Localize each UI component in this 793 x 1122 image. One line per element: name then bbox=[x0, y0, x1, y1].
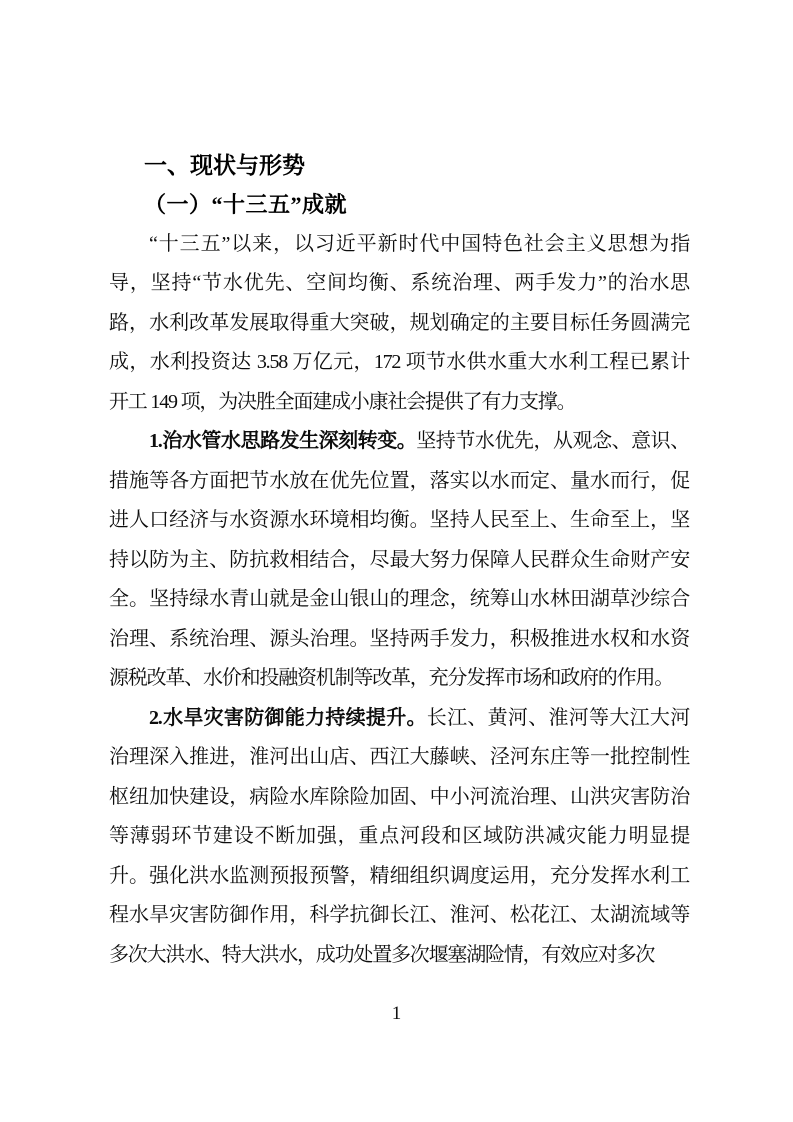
text-line: 升。强化洪水监测预报预警，精细组织调度运用，充分发挥水利工 bbox=[109, 864, 689, 887]
paragraph-item-2 bbox=[109, 699, 689, 976]
text-line: 措施等各方面把节水放在优先位置，落实以水而定、量水而行，促 bbox=[109, 469, 689, 492]
text-line: “十三五”以来，以习近平新时代中国特色社会主义思想为指 bbox=[149, 232, 689, 255]
paragraph-lead: 1.治水管水思路发生深刻转变。 bbox=[149, 430, 417, 452]
text-line: 成，水利投资达 3.58 万亿元，172 项节水供水重大水利工程已累计 bbox=[109, 351, 689, 373]
text-line: 多次大洪水、特大洪水，成功处置多次堰塞湖险情，有效应对多次 bbox=[109, 943, 655, 966]
text-line bbox=[109, 422, 689, 462]
paragraph-item-1 bbox=[109, 422, 689, 699]
text-line: 等薄弱环节建设不断加强，重点河段和区域防洪减灾能力明显提 bbox=[109, 825, 689, 847]
paragraph-intro bbox=[109, 225, 689, 423]
page-number: 1 bbox=[391, 1003, 402, 1024]
paragraph-lead-rest: 长江、黄河、淮河等大江大河 bbox=[426, 706, 689, 729]
section-heading: 一、现状与形势 bbox=[144, 152, 305, 178]
text-line: 枢纽加快建设，病险水库除险加固、中小河流治理、山洪灾害防治 bbox=[109, 785, 689, 808]
text-line: 全。坚持绿水青山就是金山银山的理念，统筹山水林田湖草沙综合 bbox=[109, 588, 689, 610]
text-line: 进人口经济与水资源水环境相均衡。坚持人民至上、生命至上，坚 bbox=[109, 509, 689, 531]
text-line: 程水旱灾害防御作用，科学抗御长江、淮河、松花江、太湖流域等 bbox=[109, 904, 689, 926]
paragraph-lead-rest: 坚持节水优先，从观念、意识、 bbox=[416, 430, 689, 452]
text-line bbox=[109, 699, 689, 739]
paragraph-lead: 2.水旱灾害防御能力持续提升。 bbox=[149, 706, 427, 729]
subsection-heading: （一）“十三五”成就 bbox=[144, 192, 348, 217]
text-line: 源税改革、水价和投融资机制等改革，充分发挥市场和政府的作用。 bbox=[109, 667, 673, 689]
text-line: 治理深入推进，淮河出山店、西江大藤峡、泾河东庄等一批控制性 bbox=[109, 746, 689, 768]
text-line: 治理、系统治理、源头治理。坚持两手发力，积极推进水权和水资 bbox=[109, 627, 689, 650]
text-line: 导，坚持“节水优先、空间均衡、系统治理、两手发力”的治水思 bbox=[109, 272, 689, 294]
text-line: 持以防为主、防抗救相结合，尽最大努力保障人民群众生命财产安 bbox=[109, 548, 689, 571]
text-line: 路，水利改革发展取得重大突破，规划确定的主要目标任务圆满完 bbox=[109, 311, 689, 334]
document-body bbox=[109, 146, 689, 975]
text-line: 开工 149 项，为决胜全面建成小康社会提供了有力支撑。 bbox=[109, 390, 576, 413]
